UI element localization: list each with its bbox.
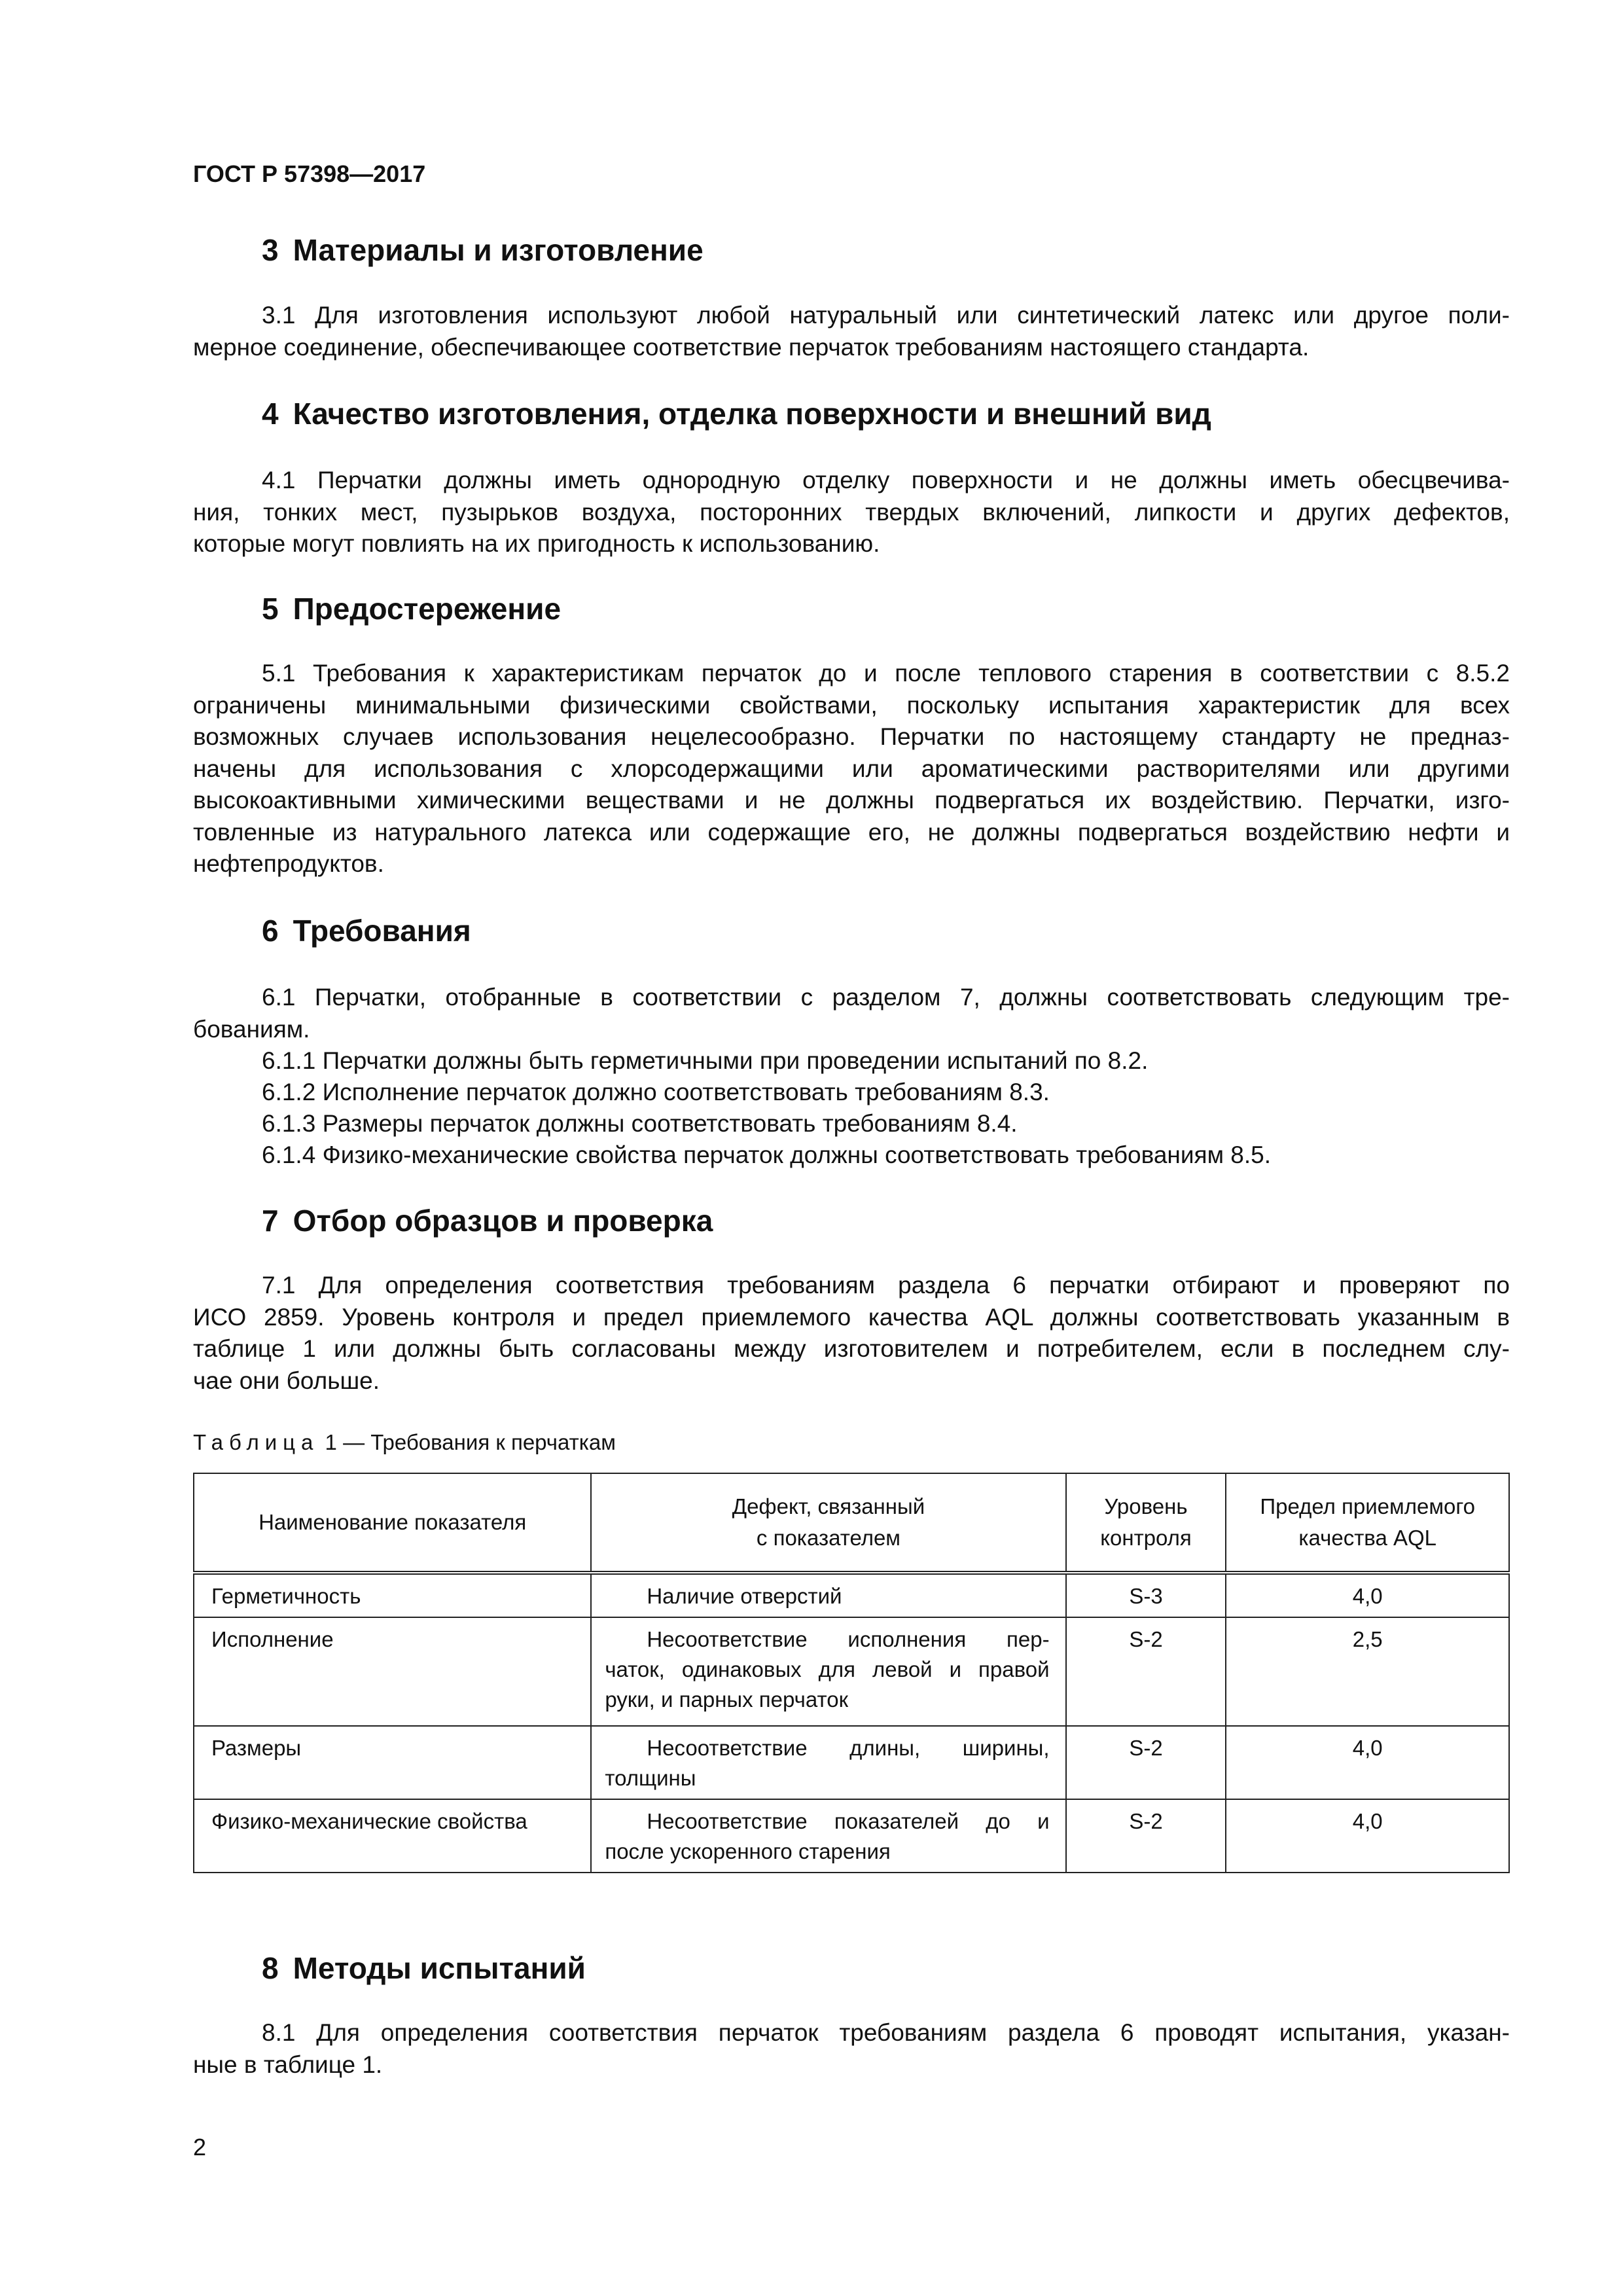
paragraph-line: нефтепродуктов. xyxy=(193,850,384,877)
table-row xyxy=(194,1799,1509,1873)
cell-defect: Наличие отверстий xyxy=(591,1573,1065,1617)
table-caption xyxy=(193,1430,616,1455)
cell-aql: 2,5 xyxy=(1226,1617,1509,1726)
section-6-heading xyxy=(262,913,471,948)
cell-aql: 4,0 xyxy=(1226,1726,1509,1799)
section-4-number: 4 xyxy=(262,397,279,431)
page-number: 2 xyxy=(193,2134,207,2161)
paragraph-4-1 xyxy=(193,465,1510,560)
section-4-title: Качество изготовления, отделка поверхности и внешний вид xyxy=(293,397,1211,431)
cell-aql: 4,0 xyxy=(1226,1573,1509,1617)
clause-6-1-4: 6.1.4 Физико-механические свойства перчаток должны соответствовать требованиям 8.5. xyxy=(262,1141,1272,1168)
paragraph-6-1 xyxy=(193,982,1510,1045)
table-caption-label: Таблица xyxy=(193,1430,319,1454)
cell-defect: Несоответствие показателей до и после ускоренного старения xyxy=(591,1799,1065,1873)
section-5-title: Предостережение xyxy=(293,592,562,626)
header-defect: Дефект, связанный с показателем xyxy=(591,1473,1065,1573)
section-8-title: Методы испытаний xyxy=(293,1951,586,1985)
paragraph-3-1 xyxy=(193,300,1510,363)
paragraph-line: таблице 1 или должны быть согласованы между изготовителем и потребителем, если в последнем слу- xyxy=(193,1335,1510,1362)
paragraph-line: высокоактивными химическими веществами и не должны подвергаться их воздействию. Перчатки, изго- xyxy=(193,787,1510,814)
paragraph-line: бованиям. xyxy=(193,1015,310,1043)
paragraph-5-1 xyxy=(193,658,1510,880)
cell-indicator-name: Исполнение xyxy=(194,1617,591,1726)
paragraph-line: ные в таблице 1. xyxy=(193,2051,383,2078)
cell-aql: 4,0 xyxy=(1226,1799,1509,1873)
section-7-number: 7 xyxy=(262,1204,279,1238)
paragraph-8-1 xyxy=(193,2017,1510,2081)
section-6-number: 6 xyxy=(262,914,279,948)
cell-defect: Несоответствие длины, ширины, толщины xyxy=(591,1726,1065,1799)
table-caption-text: 1 — Требования к перчаткам xyxy=(319,1430,616,1454)
section-5-number: 5 xyxy=(262,592,279,626)
paragraph-line: чае они больше. xyxy=(193,1367,380,1394)
paragraph-7-1 xyxy=(193,1270,1510,1397)
table-row xyxy=(194,1726,1509,1799)
header-inspection-level: Уровень контроля xyxy=(1066,1473,1226,1573)
paragraph-line: ограничены минимальными физическими свойствами, поскольку испытания характеристик для всех xyxy=(193,691,1510,719)
section-5-heading xyxy=(262,591,561,626)
paragraph-line: 8.1 Для определения соответствия перчаток требованиям раздела 6 проводят испытания, указан- xyxy=(262,2019,1510,2046)
cell-indicator-name: Размеры xyxy=(194,1726,591,1799)
table-row xyxy=(194,1617,1509,1726)
cell-inspection-level: S-2 xyxy=(1066,1799,1226,1873)
section-7-title: Отбор образцов и проверка xyxy=(293,1204,713,1238)
cell-inspection-level: S-3 xyxy=(1066,1573,1226,1617)
clause-6-1-1: 6.1.1 Перчатки должны быть герметичными при проведении испытаний по 8.2. xyxy=(262,1047,1149,1074)
paragraph-line: товленные из натурального латекса или содержащие его, не должны подвергаться воздействию нефти и xyxy=(193,818,1510,846)
cell-indicator-name: Герметичность xyxy=(194,1573,591,1617)
clause-6-1-3: 6.1.3 Размеры перчаток должны соответствовать требованиям 8.4. xyxy=(262,1110,1018,1137)
section-7-heading xyxy=(262,1203,713,1238)
paragraph-line: 4.1 Перчатки должны иметь однородную отделку поверхности и не должны иметь обесцвечива- xyxy=(262,467,1510,493)
requirements-table xyxy=(193,1473,1510,1873)
paragraph-line: 6.1 Перчатки, отобранные в соответствии с разделом 7, должны соответствовать следующим тре- xyxy=(262,984,1510,1011)
section-6-title: Требования xyxy=(293,914,471,948)
section-3-number: 3 xyxy=(262,233,279,267)
paragraph-line: которые могут повлиять на их пригодность к использованию. xyxy=(193,530,880,557)
paragraph-line: 3.1 Для изготовления используют любой натуральный или синтетический латекс или другое поли- xyxy=(262,302,1510,329)
section-8-heading xyxy=(262,1950,586,1986)
document-code: ГОСТ Р 57398—2017 xyxy=(193,160,426,187)
header-aql: Предел приемлемого качества AQL xyxy=(1226,1473,1509,1573)
paragraph-line: ИСО 2859. Уровень контроля и предел приемлемого качества AQL должны соответствовать указанным в xyxy=(193,1303,1510,1331)
paragraph-line: 5.1 Требования к характеристикам перчаток до и после теплового старения в соответствии с 8.5.2 xyxy=(262,660,1510,687)
section-3-heading xyxy=(262,232,704,268)
cell-defect: Несоответствие исполнения пер- чаток, одинаковых для левой и правой руки, и парных перчаток xyxy=(591,1617,1065,1726)
cell-inspection-level: S-2 xyxy=(1066,1726,1226,1799)
paragraph-line: возможных случаев использования нецелесообразно. Перчатки по настоящему стандарту не предназ- xyxy=(193,723,1510,750)
section-4-heading xyxy=(262,396,1211,431)
paragraph-line: начены для использования с хлорсодержащими или ароматическими растворителями или другими xyxy=(193,755,1510,782)
section-3-title: Материалы и изготовление xyxy=(293,233,704,267)
paragraph-line: ния, тонких мест, пузырьков воздуха, посторонних твердых включений, липкости и других дефектов, xyxy=(193,498,1510,526)
paragraph-line: 7.1 Для определения соответствия требованиям раздела 6 перчатки отбирают и проверяют по xyxy=(262,1272,1510,1299)
cell-inspection-level: S-2 xyxy=(1066,1617,1226,1726)
table-header-row xyxy=(194,1473,1509,1573)
header-indicator-name: Наименование показателя xyxy=(194,1473,591,1573)
cell-indicator-name: Физико-механические свойства xyxy=(194,1799,591,1873)
clause-6-1-2: 6.1.2 Исполнение перчаток должно соответствовать требованиям 8.3. xyxy=(262,1079,1050,1105)
paragraph-line: мерное соединение, обеспечивающее соответствие перчаток требованиям настоящего стандарта. xyxy=(193,333,1310,361)
table-row xyxy=(194,1573,1509,1617)
section-8-number: 8 xyxy=(262,1951,279,1985)
